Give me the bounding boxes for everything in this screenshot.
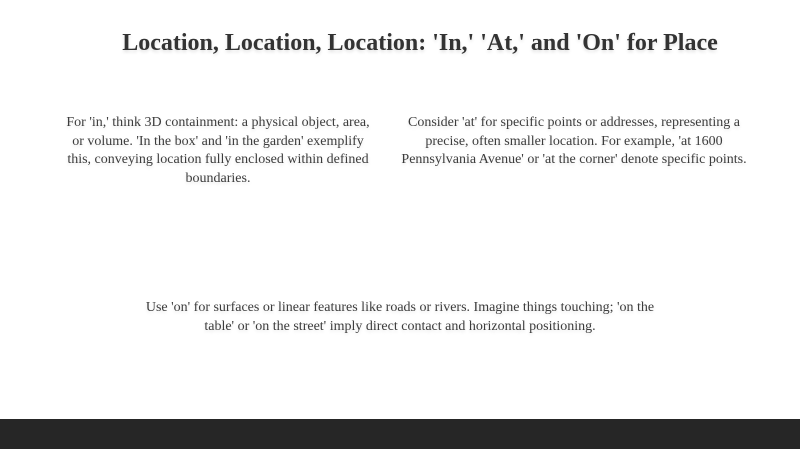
on-description: Use 'on' for surfaces or linear features like roads or rivers. Imagine things touching; 'on the table' or 'on the street' imply direct contact and horizontal positioning. bbox=[145, 300, 655, 334]
in-description: For 'in,' think 3D containment: a physical object, area, or volume. 'In the box' and 'in the garden' exemplify this, conveying location fully enclosed within defined boundaries. bbox=[66, 115, 370, 186]
at-description: Consider 'at' for specific points or addresses, representing a precise, often smaller location. For example, 'at 1600 Pennsylvania Avenue' or 'at the corner' denote specific points. bbox=[401, 115, 747, 167]
slide-title: Location, Location, Location: 'In,' 'At,' and 'On' for Place bbox=[122, 30, 718, 56]
footer-bar bbox=[0, 419, 800, 449]
